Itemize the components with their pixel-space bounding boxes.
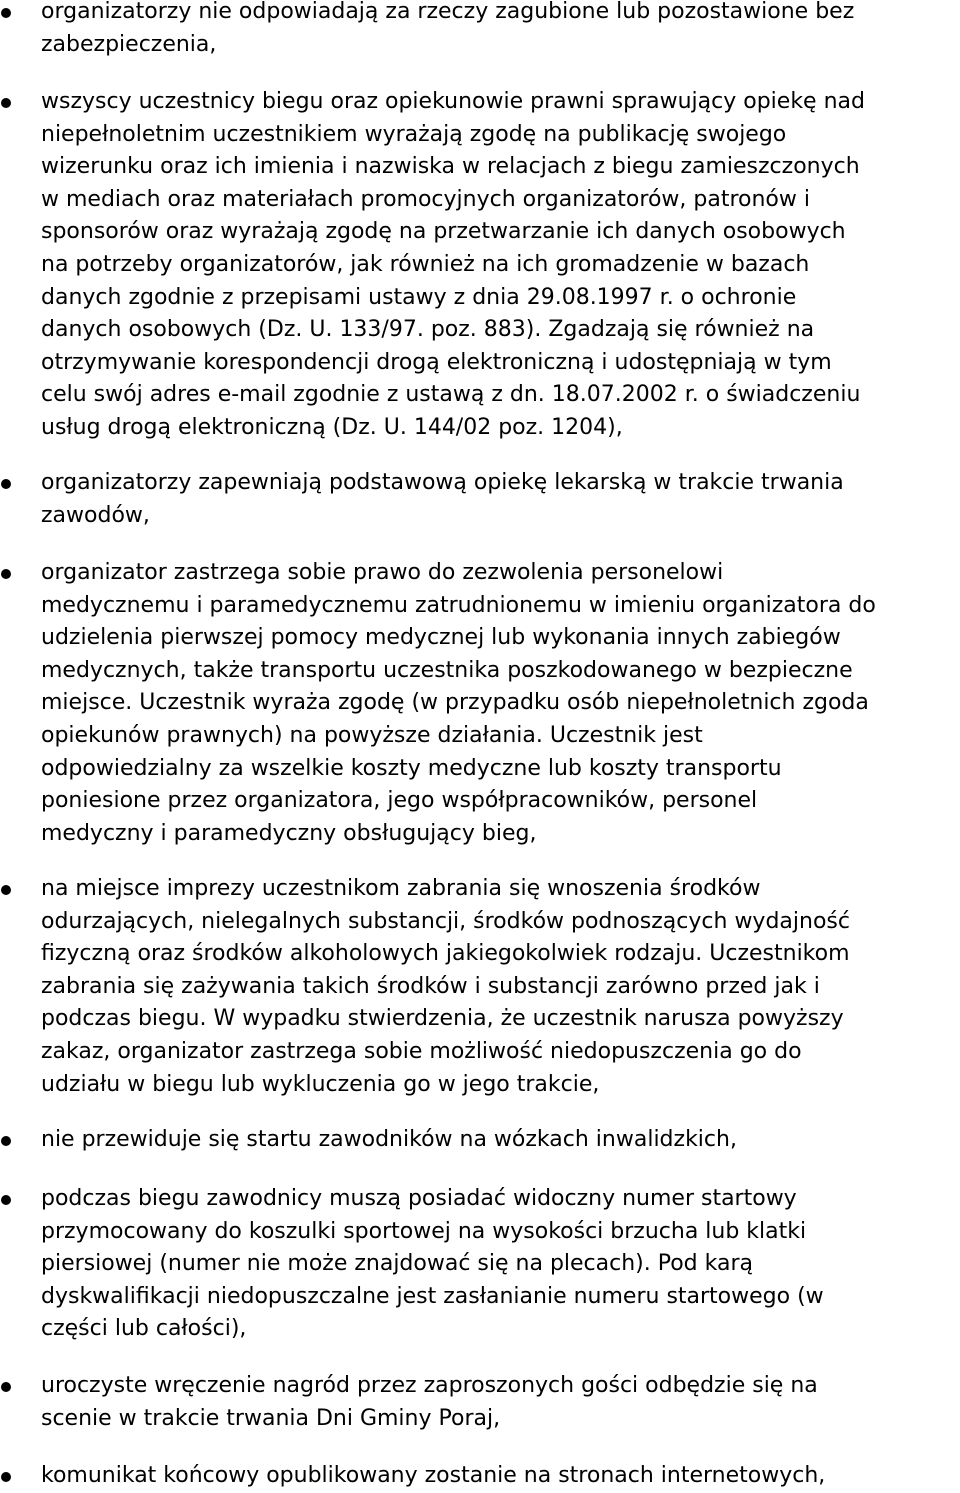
list-item-text: organizatorzy zapewniają podstawową opiekę lekarską w trakcie trwania zawodów, <box>41 470 844 528</box>
bullet-icon <box>1 885 11 895</box>
list-item <box>0 0 920 61</box>
list-item <box>0 873 920 1101</box>
list-item <box>0 1460 920 1493</box>
bullet-icon <box>1 1195 11 1205</box>
list-item <box>0 1183 920 1346</box>
list-item <box>0 467 920 532</box>
bullet-icon <box>1 8 11 18</box>
list-item-text: uroczyste wręczenie nagród przez zaproszonych gości odbędzie się na scenie w trakcie trwania Dni Gminy Poraj, <box>41 1373 818 1431</box>
list-item-text: nie przewiduje się startu zawodników na wózkach inwalidzkich, <box>41 1127 737 1152</box>
list-item-text: organizatorzy nie odpowiadają za rzeczy zagubione lub pozostawione bez zabezpieczenia, <box>41 0 855 57</box>
list-item <box>0 1370 920 1435</box>
bullet-icon <box>1 479 11 489</box>
bullet-icon <box>1 1472 11 1482</box>
list-item <box>0 557 920 850</box>
list-item-text: na miejsce imprezy uczestnikom zabrania się wnoszenia środków odurzających, nielegalnych substancji, środków podnoszących wydajność fizyczną oraz środków alkoholowych jakiegokolwiek rodzaju. Uczestnikom zabrania się zażywania takich środków i substancji zarówno przed jak i podczas biegu. W wypadku stwierdzenia, że uczestnik narusza powyższy zakaz, organizator zastrzega sobie możliwość niedopuszczenia go do udziału w biegu lub wykluczenia go w jego trakcie, <box>41 876 850 1097</box>
list-item-text: podczas biegu zawodnicy muszą posiadać widoczny numer startowy przymocowany do koszulki sportowej na wysokości brzucha lub klatki piersiowej (numer nie może znajdować się na plecach). Pod karą dyskwalifikacji niedopuszczalne jest zasłanianie numeru startowego (w części lub całości), <box>41 1186 824 1342</box>
bullet-icon <box>1 1382 11 1392</box>
bullet-icon <box>1 1136 11 1146</box>
list-item <box>0 86 920 445</box>
list-item-text: komunikat końcowy opublikowany zostanie na stronach internetowych, <box>41 1463 826 1488</box>
bullet-icon <box>1 569 11 579</box>
bullet-icon <box>1 98 11 108</box>
list-item-text: organizator zastrzega sobie prawo do zezwolenia personelowi medycznemu i paramedycznemu zatrudnionemu w imieniu organizatora do udzielenia pierwszej pomocy medycznej lub wykonania innych zabiegów medycznych, także transportu uczestnika poszkodowanego w bezpieczne miejsce. Uczestnik wyraża zgodę (w przypadku osób niepełnoletnich zgoda opiekunów prawnych) na powyższe działania. Uczestnik jest odpowiedzialny za wszelkie koszty medyczne lub koszty transportu poniesione przez organizatora, jego współpracowników, personel medyczny i paramedyczny obsługujący bieg, <box>41 560 876 846</box>
list-item-text: wszyscy uczestnicy biegu oraz opiekunowie prawni sprawujący opiekę nad niepełnoletnim uczestnikiem wyrażają zgodę na publikację swojego wizerunku oraz ich imienia i nazwiska w relacjach z biegu zamieszczonych w mediach oraz materiałach promocyjnych organizatorów, patronów i sponsorów oraz wyrażają zgodę na przetwarzanie ich danych osobowych na potrzeby organizatorów, jak również na ich gromadzenie w bazach danych zgodnie z przepisami ustawy z dnia 29.08.1997 r. o ochronie danych osobowych (Dz. U. 133/97. poz. 883). Zgadzają się również na otrzymywanie korespondencji drogą elektroniczną i udostępniają w tym celu swój adres e-mail zgodnie z ustawą z dn. 18.07.2002 r. o świadczeniu usług drogą elektroniczną (Dz. U. 144/02 poz. 1204), <box>41 89 865 440</box>
list-item <box>0 1124 920 1157</box>
